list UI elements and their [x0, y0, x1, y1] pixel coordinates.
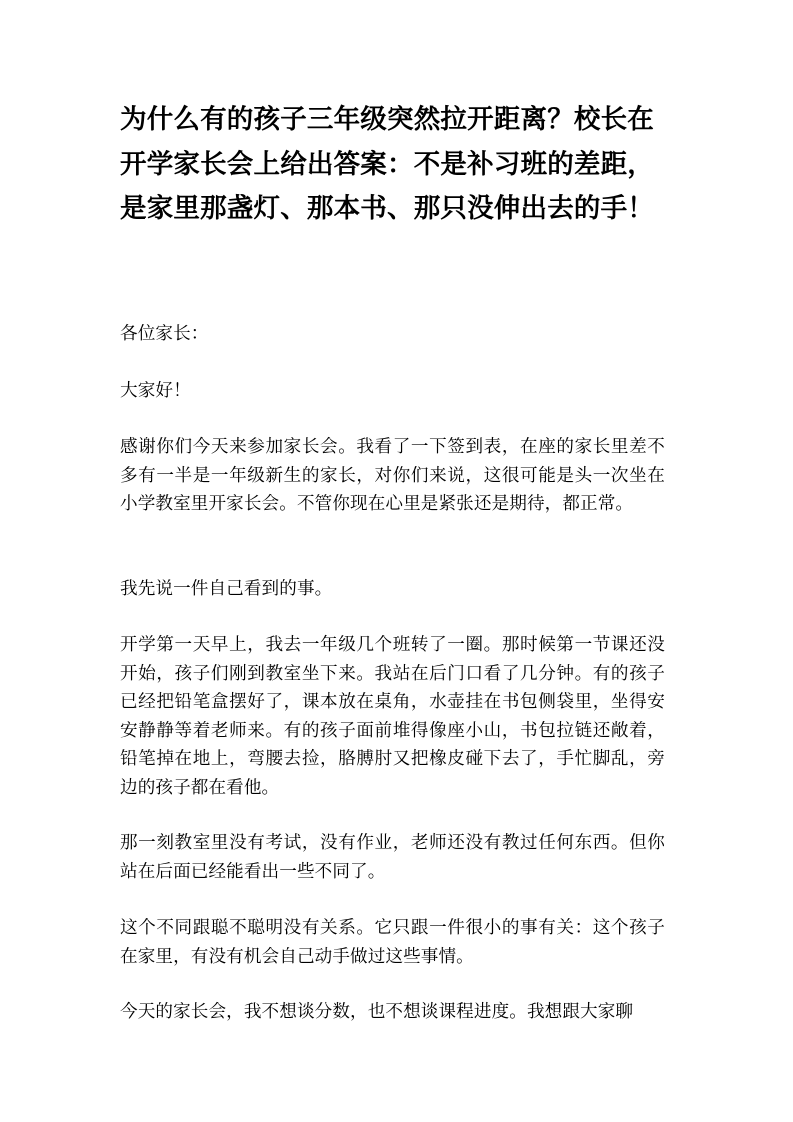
article-title: 为什么有的孩子三年级突然拉开距离？校长在开学家长会上给出答案：不是补习班的差距，是家里那盏灯、那本书、那只没伸出去的手！: [120, 104, 654, 224]
paragraph-intro-story: 我先说一件自己看到的事。: [120, 579, 333, 599]
paragraph-thanks: 感谢你们今天来参加家长会。我看了一下签到表，在座的家长里差不多有一半是一年级新生的家长，对你们来说，这很可能是头一次坐在小学教室里开家长会。不管你现在心里是紧张还是期待，都正常。: [120, 437, 665, 514]
paragraph-difference: 这个不同跟聪不聪明没有关系。它只跟一件很小的事有关：这个孩子在家里，有没有机会自己动手做过这些事情。: [120, 918, 665, 967]
paragraph-salutation: 各位家长：: [120, 324, 209, 344]
paragraph-no-exam: 那一刻教室里没有考试，没有作业，老师还没有教过任何东西。但你站在后面已经能看出一些不同了。: [120, 833, 665, 882]
paragraph-greeting: 大家好！: [120, 381, 191, 401]
paragraph-meeting-topic: 今天的家长会，我不想谈分数，也不想谈课程进度。我想跟大家聊: [120, 1002, 634, 1022]
paragraph-first-day: 开学第一天早上，我去一年级几个班转了一圈。那时候第一节课还没开始，孩子们刚到教室坐下来。我站在后门口看了几分钟。有的孩子已经把铅笔盒摆好了，课本放在桌角，水壶挂在书包侧袋里，坐得安安静静等着老师来。有的孩子面前堆得像座小山，书包拉链还敞着，铅笔掉在地上，弯腰去捡，胳膊肘又把橡皮碰下去了，手忙脚乱，旁边的孩子都在看他。: [120, 635, 665, 798]
